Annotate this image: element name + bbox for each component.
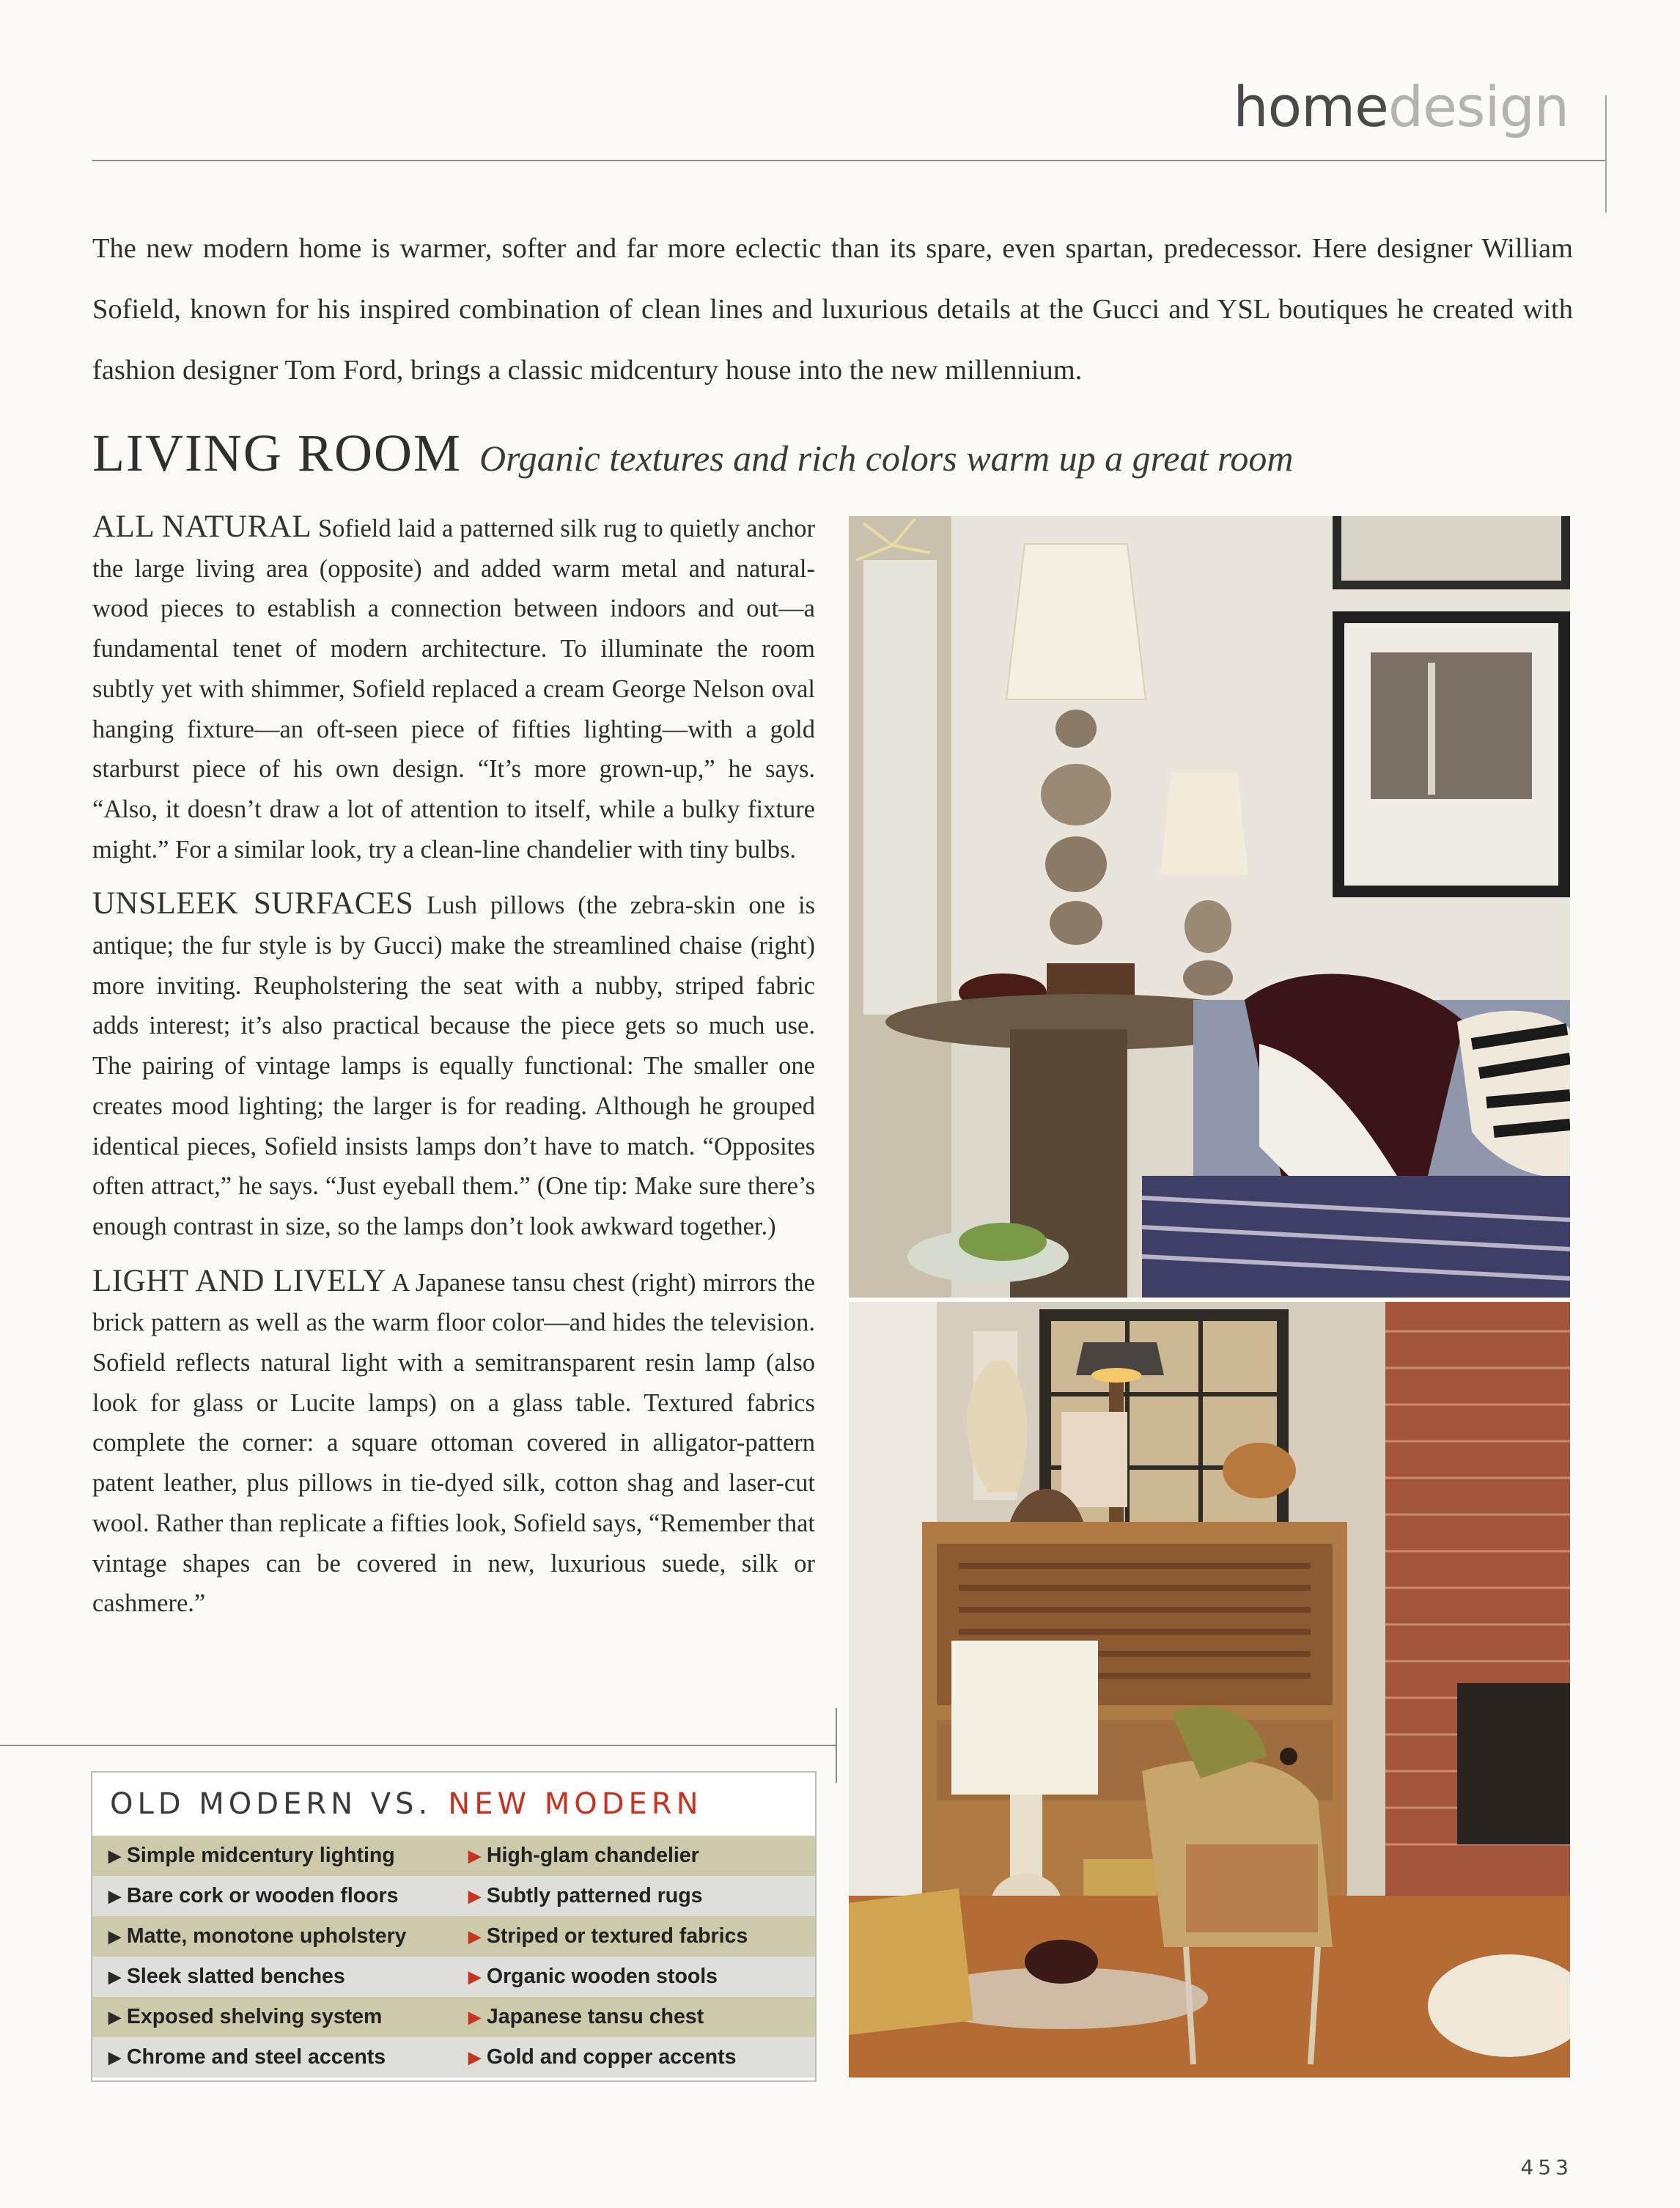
comparison-row: [92, 1876, 815, 1916]
paragraph-text: A Japanese tansu chest (right) mirrors the brick pattern as well as the warm floor color—and hides the television. Sofield reflects natural light with a semitransparent resin lamp (also look for glass or Lucite lamps) on a glass table. Textured fabrics complete the corner: a square ottoman covered in alligator-pattern patent leather, plus pillows in tie-dyed silk, cotton shag and laser-cut wool. Rather than replicate a fifties look, Sofield says, “Remember that vintage shapes can be covered in new, luxurious suede, silk or cashmere.”: [92, 1268, 815, 1618]
section-title-subtitle: Organic textures and rich colors warm up a great room: [479, 438, 1294, 479]
tansu-chest-photo: [849, 1302, 1570, 2078]
comparison-old-cell: [92, 1924, 468, 1948]
triangle-right-icon: ▶: [468, 2007, 481, 2026]
comparison-old-cell: [92, 2005, 468, 2029]
comparison-old-cell: [92, 2045, 468, 2069]
comparison-old-item: Matte, monotone upholstery: [126, 1924, 407, 1948]
comparison-old-item: Simple midcentury lighting: [126, 1844, 395, 1867]
comparison-new-cell: [468, 2045, 815, 2069]
comparison-new-item: Striped or textured fabrics: [486, 1924, 748, 1948]
paragraph-lead: ALL NATURAL: [92, 509, 312, 544]
triangle-right-icon: ▶: [108, 2007, 121, 2026]
comparison-new-item: Gold and copper accents: [486, 2045, 737, 2069]
comparison-old-item: Exposed shelving system: [126, 2005, 383, 2028]
divider-tick: [836, 1708, 837, 1783]
comparison-old-item: Sleek slatted benches: [126, 1965, 345, 1988]
triangle-right-icon: ▶: [468, 1967, 481, 1986]
comparison-heading-old: OLD MODERN VS.: [110, 1787, 432, 1821]
section-label-design: design: [1388, 74, 1569, 139]
paragraph-all-natural: [92, 507, 815, 869]
tansu-photo-illustration: [849, 1302, 1570, 2078]
divider-rule: [0, 1745, 836, 1746]
triangle-right-icon: ▶: [108, 1927, 121, 1946]
comparison-old-cell: [92, 1965, 468, 1989]
triangle-right-icon: ▶: [108, 1846, 121, 1865]
section-title: [92, 424, 1294, 482]
comparison-new-cell: [468, 1884, 815, 1908]
body-column: [92, 507, 815, 1638]
comparison-new-cell: [468, 1844, 815, 1868]
comparison-new-item: High-glam chandelier: [486, 1844, 699, 1867]
section-label: [1233, 74, 1569, 139]
comparison-heading-new: NEW MODERN: [448, 1787, 703, 1821]
comparison-new-item: Organic wooden stools: [486, 1965, 718, 1988]
comparison-new-cell: [468, 1965, 815, 1989]
triangle-right-icon: ▶: [108, 1967, 121, 1986]
paragraph-text: Lush pillows (the zebra-skin one is antique; the fur style is by Gucci) make the streamlined chaise (right) more inviting. Reupholstering the seat with a nubby, striped fabric adds interest; it’s also practical because the piece gets so much use. The pairing of vintage lamps is equally functional: The smaller one creates mood lighting; the larger is for reading. Although he grouped identical pieces, Sofield insists lamps don’t have to match. “Opposites often attract,” he says. “Just eyeball them.” (One tip: Make sure there’s enough contrast in size, so the lamps don’t look awkward together.): [92, 891, 815, 1240]
comparison-new-item: Subtly patterned rugs: [486, 1884, 703, 1907]
triangle-right-icon: ▶: [108, 1886, 121, 1905]
comparison-old-cell: [92, 1884, 468, 1908]
comparison-new-item: Japanese tansu chest: [486, 2005, 704, 2028]
comparison-row: [92, 1957, 815, 1997]
triangle-right-icon: ▶: [468, 1886, 481, 1905]
header-rule: [92, 160, 1606, 161]
comparison-row: [92, 1997, 815, 2037]
section-label-home: home: [1233, 74, 1388, 139]
comparison-old-item: Bare cork or wooden floors: [126, 1884, 399, 1907]
paragraph-unsleek-surfaces: [92, 884, 815, 1246]
comparison-box: [92, 1773, 815, 2080]
paragraph-light-and-lively: [92, 1262, 815, 1624]
chaise-photo-illustration: [849, 516, 1570, 1298]
comparison-new-cell: [468, 2005, 815, 2029]
comparison-heading: [92, 1773, 815, 1836]
triangle-right-icon: ▶: [108, 2047, 121, 2067]
comparison-row: [92, 1916, 815, 1957]
triangle-right-icon: ▶: [468, 1846, 481, 1865]
page-number: 453: [1520, 2155, 1573, 2179]
triangle-right-icon: ▶: [468, 2047, 481, 2067]
living-room-chaise-photo: [849, 516, 1570, 1298]
comparison-old-cell: [92, 1844, 468, 1868]
comparison-row: [92, 1836, 815, 1876]
comparison-old-item: Chrome and steel accents: [126, 2045, 386, 2069]
paragraph-lead: UNSLEEK SURFACES: [92, 886, 414, 921]
paragraph-lead: LIGHT AND LIVELY: [92, 1263, 386, 1298]
intro-paragraph: The new modern home is warmer, softer and far more eclectic than its spare, even spartan, predecessor. Here designer William Sofield, known for his inspired combination of clean lines and luxurious details at the Gucci and YSL boutiques he created with fashion designer Tom Ford, brings a classic midcentury house into the new millennium.: [92, 233, 1573, 386]
paragraph-text: Sofield laid a patterned silk rug to quietly anchor the large living area (opposite) and added warm metal and natural-wood pieces to establish a connection between indoors and out—a fundamental tenet of modern architecture. To illuminate the room subtly yet with shimmer, Sofield replaced a cream George Nelson oval hanging fixture—an oft-seen piece of fifties lighting—with a gold starburst piece of his own design. “It’s more grown-up,” he says. “Also, it doesn’t draw a lot of attention to itself, while a bulky fixture might.” For a similar look, try a clean-line chandelier with tiny bulbs.: [92, 515, 816, 864]
header-tick: [1605, 95, 1607, 213]
comparison-row: [92, 2037, 815, 2078]
section-title-main: LIVING ROOM: [92, 424, 462, 482]
triangle-right-icon: ▶: [468, 1927, 481, 1946]
comparison-new-cell: [468, 1924, 815, 1948]
